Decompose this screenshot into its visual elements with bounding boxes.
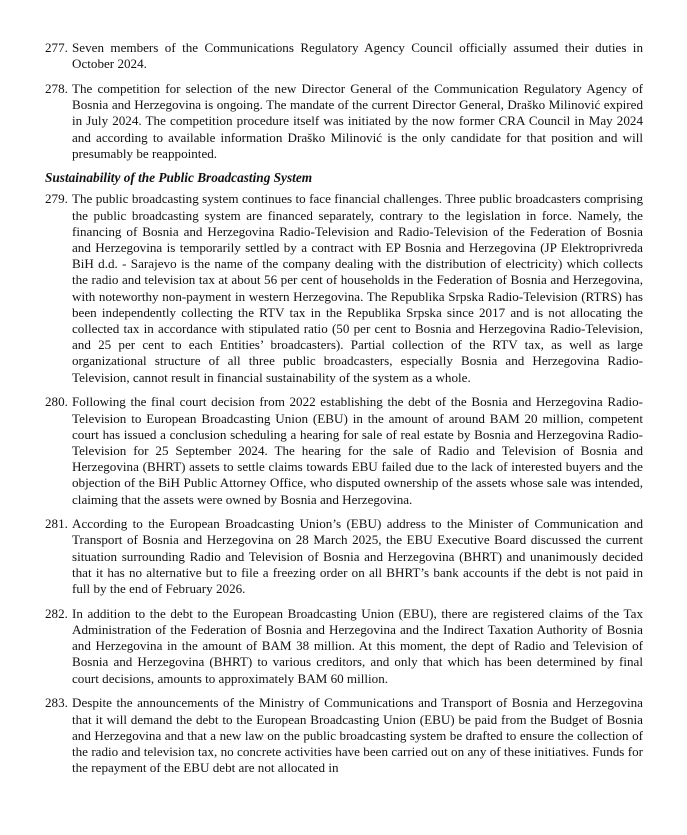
paragraph-number: 277. [45,40,68,55]
paragraph-282 [45,606,643,687]
paragraph-number: 278. [45,80,68,96]
paragraph-280 [45,394,643,507]
paragraph-text: Despite the announcements of the Ministry of Communications and Transport of Bosnia and Herzegovina that it will demand the debt to the European Broadcasting Union (EBU) be paid from the Budget of Bosnia and Herzegovina and that a new law on the public broadcasting system be drafted to ensure the collection of the radio and television tax, no concrete activities have been carried out on any of these initiatives. Funds for the repayment of the EBU debt are not allocated in [72,695,643,776]
paragraph-number: 279. [45,191,68,207]
paragraph-number: 281. [45,516,68,532]
paragraph-number: 280. [45,394,68,410]
paragraph-278 [45,81,643,162]
paragraph-number: 283. [45,695,68,711]
paragraph-number: 282. [45,605,68,621]
paragraph-279 [45,191,643,385]
paragraph-text: The competition for selection of the new Director General of the Communication Regulatory Agency of Bosnia and Herzegovina is ongoing. The mandate of the current Director General, Draško Milinović expired in July 2024. The competition procedure itself was initiated by the now former CRA Council in May 2024 and according to available information Draško Milinović is the only candidate for that position and will presumably be reappointed. [72,80,643,161]
paragraph-text: The public broadcasting system continues to face financial challenges. Three public broadcasters comprising the public broadcasting system are financed separately, contrary to the legislation in force. Namely, the financing of Bosnia and Herzegovina Radio-Television and Radio-Television of the Federation of Bosnia and Herzegovina is temporarily settled by a contract with EP Bosnia and Herzegovina (JP Elektroprivreda BiH d.d. - Sarajevo is the name of the company dealing with the distribution of electricity) which collects the radio and television tax at about 56 per cent of households in the Federation of Bosnia and Herzegovina, with noteworthy non-payment in western Herzegovina. The Republika Srpska Radio-Television (RTRS) has been independently collecting the RTV tax in the Republika Srpska since 2017 and is not allocating the collected tax in accordance with stipulated ratio (50 per cent to Bosnia and Herzegovina Radio-Television, and 25 per cent to each Entities’ broadcasters). Partial collection of the RTV tax, as well as large organizational structure of all three public broadcasters, especially Bosnia and Herzegovina Radio-Television, cannot result in financial sustainability of the system as a whole. [72,191,643,385]
paragraph-text: According to the European Broadcasting Union’s (EBU) address to the Minister of Communication and Transport of Bosnia and Herzegovina on 28 March 2025, the EBU Executive Board discussed the current situation surrounding Radio and Television of Bosnia and Herzegovina (BHRT) and unanimously decided that it has no alternative but to file a freezing order on all BHRT’s bank accounts if the debt is not paid in full by the end of February 2026. [72,516,643,597]
paragraph-text: Seven members of the Communications Regulatory Agency Council officially assumed their duties in October 2024. [72,40,643,72]
paragraph-text: Following the final court decision from 2022 establishing the debt of the Bosnia and Herzegovina Radio-Television to European Broadcasting Union (EBU) in the amount of around BAM 20 million, competent court has issued a conclusion scheduling a hearing for sale of real estate by Bosnia and Herzegovina Radio-Television for 25 September 2024. The hearing for the sale of Radio and Television of Bosnia and Herzegovina (BHRT) assets to settle claims towards EBU failed due to the lack of interested buyers and the objection of the BiH Public Attorney Office, who disputed ownership of the assets whose sale was intended, claiming that the assets were owned by Bosnia and Herzegovina. [72,394,643,507]
paragraph-text: In addition to the debt to the European Broadcasting Union (EBU), there are registered claims of the Tax Administration of the Federation of Bosnia and Herzegovina and the Indirect Taxation Authority of Bosnia and Herzegovina in the amount of BAM 38 million. At this moment, the dept of Radio and Television of Bosnia and Herzegovina (BHRT) to various creditors, and only that which has been determined by final court decisions, amounts to approximately BAM 60 million. [72,605,643,686]
paragraph-281 [45,516,643,597]
section-heading: Sustainability of the Public Broadcasting System [45,170,313,186]
paragraph-283 [45,695,643,776]
paragraph-277 [45,40,643,72]
